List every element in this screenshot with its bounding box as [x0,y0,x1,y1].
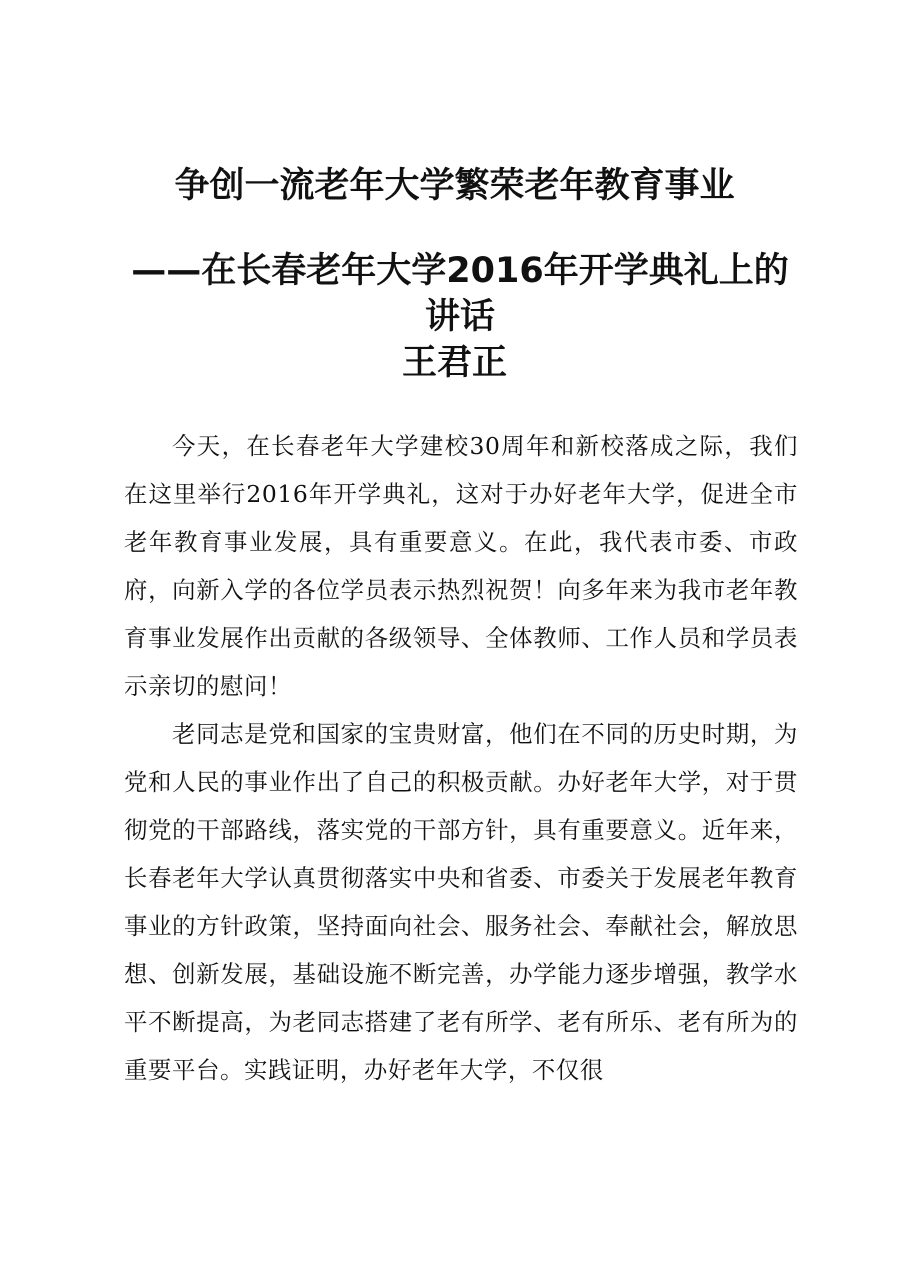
author-name: 王君正 [401,343,507,383]
paragraph-2: 老同志是党和国家的宝贵财富，他们在不同的历史时期，为党和人民的事业作出了自己的积极贡献。办好老年大学，对于贯彻党的干部路线，落实党的干部方针，具有重要意义。近年来，长春老年大学认真贯彻落实中央和省委、市委关于发展老年教育事业的方针政策，坚持面向社会、服务社会、奉献社会，解放思想、创新发展，基础设施不断完善，办学能力逐步增强，教学水平不断提高，为老同志搭建了老有所学、老有所乐、老有所为的重要平台。实践证明，办好老年大学，不仅很 [124,720,798,1084]
document-subtitle: ——在长春老年大学2016年开学典礼上的讲话 [131,251,789,337]
body-text [124,422,798,1094]
document-title: 争创一流老年大学繁荣老年教育事业 [174,166,735,206]
paragraph-1: 今天，在长春老年大学建校30周年和新校落成之际，我们在这里举行2016年开学典礼，这对于办好老年大学，促进全市老年教育事业发展，具有重要意义。在此，我代表市委、市政府，向新入学的各位学员表示热烈祝贺！向多年来为我市老年教育事业发展作出贡献的各级领导、全体教师、工作人员和学员表示亲切的慰问！ [124,432,798,700]
